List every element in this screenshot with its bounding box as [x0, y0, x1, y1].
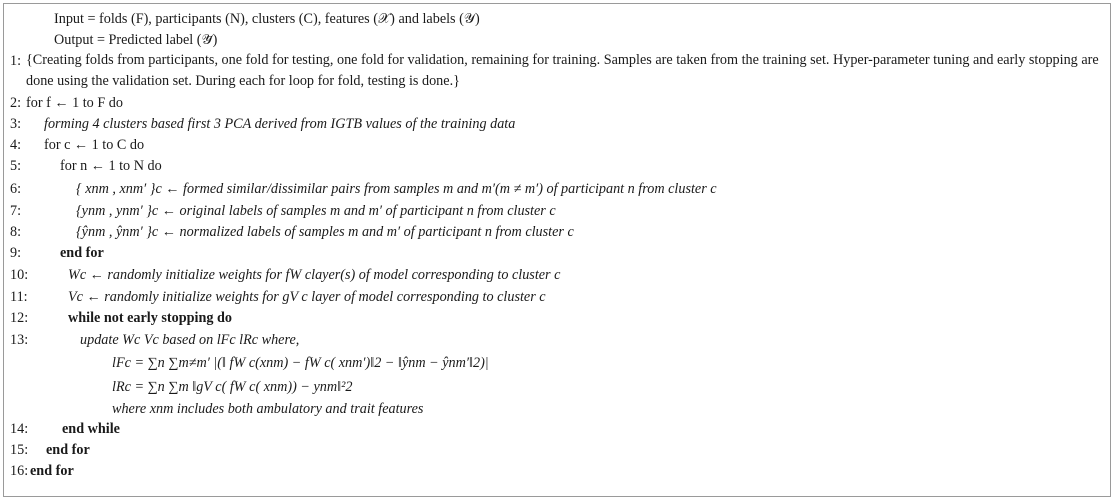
step-text: forming 4 clusters based first 3 PCA derived from IGTB values of the training data — [44, 116, 516, 132]
step-text: lFc = ∑n ∑m≠m′ |(‖ fW c(xnm) − fW c( xnm′)‖2 − ‖ŷnm − ŷnm′‖2)| — [112, 355, 489, 371]
step-number: 12: — [10, 310, 29, 326]
step-number: 16: — [10, 463, 29, 479]
step-number: 1: — [10, 53, 22, 69]
step-text: Wc ← randomly initialize weights for fW clayer(s) of model corresponding to cluster c — [68, 267, 561, 283]
step-text: while not early stopping do — [68, 310, 232, 326]
step-text: where xnm includes both ambulatory and trait features — [112, 401, 424, 417]
step-number: 5: — [10, 158, 22, 174]
step-text: for c ← 1 to C do — [44, 137, 145, 153]
step-number: 8: — [10, 224, 22, 240]
step-text: end for — [60, 245, 104, 261]
step-text: {ŷnm , ŷnm′ }c ← normalized labels of samples m and m′ of participant n from cluster c — [76, 224, 574, 240]
step-number: 14: — [10, 421, 29, 437]
step-text: for n ← 1 to N do — [60, 158, 162, 174]
step-number: 3: — [10, 116, 22, 132]
step-text: end while — [62, 421, 120, 437]
step-number: 11: — [10, 289, 28, 305]
step-number: 2: — [10, 95, 22, 111]
step-text: { xnm , xnm′ }c ← formed similar/dissimilar pairs from samples m and m′(m ≠ m′) of participant n from cluster c — [76, 181, 717, 197]
step-number: 10: — [10, 267, 29, 283]
output-line: Output = Predicted label (𝒴̄) — [54, 32, 218, 48]
algorithm-box — [3, 3, 1111, 497]
input-line: Input = folds (F), participants (N), clusters (C), features (𝒳) and labels (𝒴) — [54, 11, 480, 27]
step-text: end for — [46, 442, 90, 458]
step-text: end for — [30, 463, 74, 479]
step-number: 9: — [10, 245, 22, 261]
step-text: for f ← 1 to F do — [26, 95, 123, 111]
step-number: 7: — [10, 203, 22, 219]
step-text: update Wc Vc based on lFc lRc where, — [80, 332, 300, 348]
step-number: 13: — [10, 332, 29, 348]
step-number: 15: — [10, 442, 29, 458]
step-text: lRc = ∑n ∑m ‖gV c( fW c( xnm)) − ynm‖²2 — [112, 379, 353, 395]
step-text: Vc ← randomly initialize weights for gV c layer of model corresponding to cluster c — [68, 289, 546, 305]
step-text: {ynm , ynm′ }c ← original labels of samples m and m′ of participant n from cluster c — [76, 203, 556, 219]
step-number: 6: — [10, 181, 22, 197]
step-number: 4: — [10, 137, 22, 153]
step-text: {Creating folds from participants, one fold for testing, one fold for validation, remaining for training. Samples are taken from the training set. Hyper-parameter tuning and early stopping are done using the validation set. During each for loop for fold, testing is done.} — [26, 52, 1099, 89]
